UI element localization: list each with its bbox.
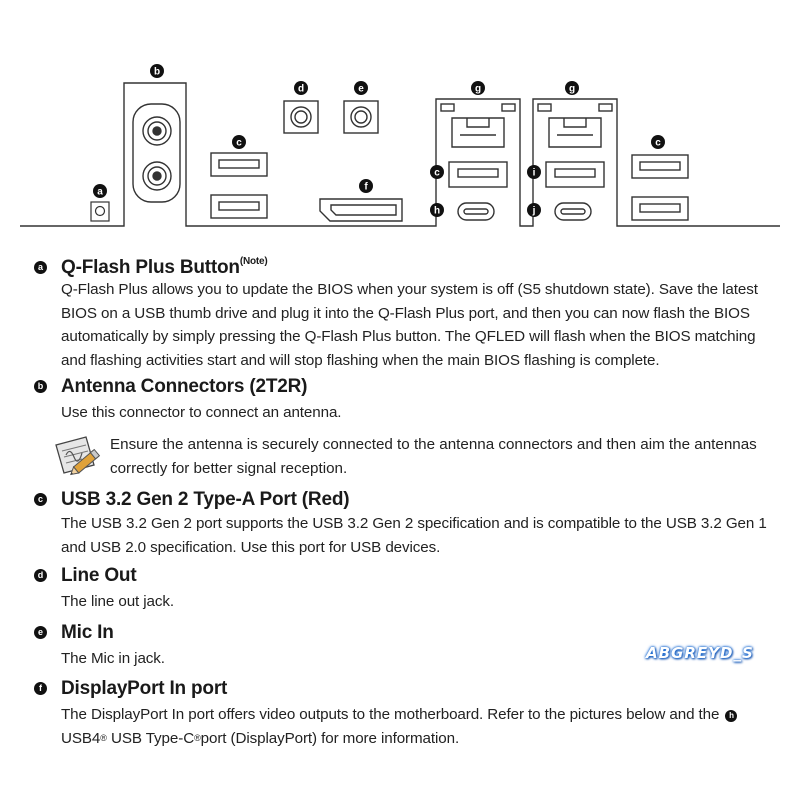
marker-d [294,81,308,95]
svg-text:j: j [532,205,536,217]
lan-port-left [452,118,504,147]
section-marker-b: b [34,380,47,393]
section-title: Line Out [61,565,137,586]
mic-in-jack [344,101,378,133]
svg-text:f: f [364,181,368,193]
rear-panel-diagram [0,0,800,250]
section-body: The line out jack. [61,593,175,610]
section-body: Use this connector to connect an antenna. [61,404,342,421]
svg-text:g: g [568,83,576,95]
section-title: DisplayPort In port [61,678,228,699]
lan-port-right [549,118,601,147]
antenna-block [133,104,180,202]
inline-marker-h: h [725,710,737,722]
marker-c-left [232,135,246,149]
qflash-button-shape [91,202,109,221]
watermark: ABGREYD_S [646,644,754,662]
svg-text:h: h [433,205,441,217]
marker-f [359,179,373,193]
svg-text:c: c [236,137,242,149]
section-body: The DisplayPort In port offers video outputs to the motherboard. Refer to the pictures below and the h USB4® USB Type-C®port (DisplayPort) for more information. [61,703,776,750]
section-marker-a: a [34,261,47,274]
section-title: Mic In [61,622,114,643]
marker-c-right [651,135,665,149]
section-body: The USB 3.2 Gen 2 port supports the USB 3.2 Gen 2 specification and is compatible to the USB 3.2 Gen 1 and USB 2.0 specification. Use this port for USB devices. [61,515,767,556]
svg-text:g: g [474,83,482,95]
section-title: Q-Flash Plus Button$^{(Note)}$ [61,256,268,278]
section-title: Antenna Connectors (2T2R) [61,376,308,397]
marker-c-mid [430,165,444,179]
marker-e [354,81,368,95]
marker-h [430,203,444,217]
marker-i [527,165,541,179]
svg-text:c: c [434,167,440,179]
note-pencil-icon [52,433,104,479]
svg-text:i: i [532,167,536,179]
marker-a [93,184,107,198]
svg-text:d: d [297,83,305,95]
svg-text:a: a [97,186,103,198]
section-body: Q-Flash Plus allows you to update the BIOS when your system is off (S5 shutdown state). Save the latest BIOS on a USB thumb drive and plug it into the Q-Flash Plus port, and then you can now flash the BIOS automatically by simply pressing the Q-Flash Plus button. The QFLED will flash when the BIOS matching and flashing activities start and will stop flashing when the main BIOS flashing is complete. [61,281,758,369]
section-marker-c: c [34,493,47,506]
marker-b [150,64,164,78]
displayport-shape [320,199,402,221]
section-marker-d: d [34,569,47,582]
note-superscript: (Note) [239,256,268,267]
marker-g-right [565,81,579,95]
line-out-jack [284,101,318,133]
section-title: USB 3.2 Gen 2 Type-A Port (Red) [61,489,350,510]
section-marker-f: f [34,682,47,695]
svg-text:b: b [153,66,161,78]
section-marker-e: e [34,626,47,639]
section-body: The Mic in jack. [61,650,165,667]
note-text: Ensure the antenna is securely connected to the antenna connectors and then aim the antennas correctly for better signal reception. [110,436,757,477]
svg-text:c: c [655,137,661,149]
marker-j [527,203,541,217]
svg-text:e: e [358,83,364,95]
marker-g-left [471,81,485,95]
